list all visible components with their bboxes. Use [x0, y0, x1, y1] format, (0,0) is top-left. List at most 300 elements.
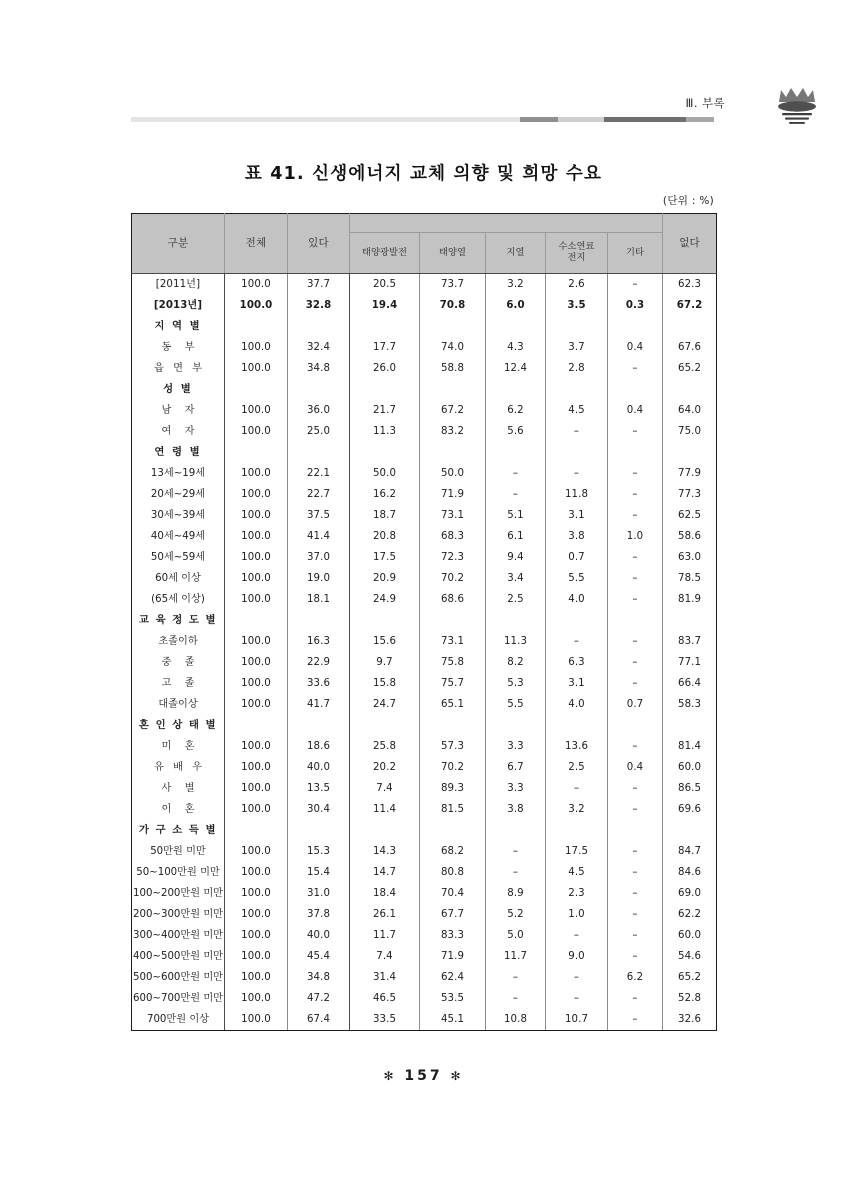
- cell-solar-thermal: 81.5: [420, 799, 486, 820]
- cell-none: [663, 316, 717, 337]
- cell-none: 58.3: [663, 694, 717, 715]
- table-row: [132, 610, 717, 631]
- cell-solar-pv: 26.0: [350, 358, 420, 379]
- cell-solar-thermal: 72.3: [420, 547, 486, 568]
- cell-etc: 0.3: [608, 295, 663, 316]
- cell-have: 31.0: [288, 883, 350, 904]
- cell-none: 64.0: [663, 400, 717, 421]
- row-label: 100~200만원 미만: [132, 883, 225, 904]
- section-label: Ⅲ. 부록: [685, 96, 725, 110]
- cell-total: 100.0: [225, 484, 288, 505]
- rule-segment-4: [686, 117, 714, 122]
- cell-hydrogen-fuelcell: 2.8: [546, 358, 608, 379]
- cell-solar-thermal: 83.2: [420, 421, 486, 442]
- cell-solar-thermal: [420, 715, 486, 736]
- cell-hydrogen-fuelcell: 9.0: [546, 946, 608, 967]
- cell-etc: –: [608, 358, 663, 379]
- cell-solar-pv: 11.4: [350, 799, 420, 820]
- cell-geothermal: 8.9: [486, 883, 546, 904]
- table-row: [132, 568, 717, 589]
- cell-geothermal: 3.3: [486, 778, 546, 799]
- cell-total: 100.0: [225, 1009, 288, 1031]
- table-row: [132, 841, 717, 862]
- cell-have: [288, 379, 350, 400]
- cell-have: 41.4: [288, 526, 350, 547]
- cell-none: 52.8: [663, 988, 717, 1009]
- table-row: [132, 358, 717, 379]
- cell-hydrogen-fuelcell: [546, 610, 608, 631]
- cell-solar-thermal: 68.2: [420, 841, 486, 862]
- cell-none: [663, 379, 717, 400]
- cell-solar-thermal: 80.8: [420, 862, 486, 883]
- cell-geothermal: 4.3: [486, 337, 546, 358]
- cell-solar-pv: 21.7: [350, 400, 420, 421]
- row-label: 고 졸: [132, 673, 225, 694]
- cell-hydrogen-fuelcell: –: [546, 778, 608, 799]
- cell-none: [663, 715, 717, 736]
- row-label: 미 혼: [132, 736, 225, 757]
- cell-have: [288, 820, 350, 841]
- cell-hydrogen-fuelcell: 11.8: [546, 484, 608, 505]
- table-row: [132, 778, 717, 799]
- cell-none: 60.0: [663, 925, 717, 946]
- cell-etc: –: [608, 778, 663, 799]
- footer-mark-left: ✻: [383, 1069, 397, 1083]
- cell-solar-thermal: [420, 442, 486, 463]
- cell-solar-thermal: 58.8: [420, 358, 486, 379]
- cell-solar-thermal: 68.6: [420, 589, 486, 610]
- table-row: [132, 337, 717, 358]
- rule-segment-1: [520, 117, 558, 122]
- hydrogen-line-2: 전지: [567, 252, 586, 263]
- row-label: 교 육 정 도 별: [132, 610, 225, 631]
- cell-total: [225, 379, 288, 400]
- cell-none: 62.2: [663, 904, 717, 925]
- cell-solar-pv: 24.7: [350, 694, 420, 715]
- cell-etc: –: [608, 1009, 663, 1031]
- cell-geothermal: –: [486, 988, 546, 1009]
- cell-etc: –: [608, 589, 663, 610]
- cell-geothermal: [486, 442, 546, 463]
- cell-etc: –: [608, 946, 663, 967]
- cell-total: 100.0: [225, 967, 288, 988]
- cell-none: 83.7: [663, 631, 717, 652]
- cell-total: 100.0: [225, 421, 288, 442]
- cell-etc: [608, 316, 663, 337]
- cell-have: 45.4: [288, 946, 350, 967]
- cell-none: [663, 820, 717, 841]
- cell-have: 13.5: [288, 778, 350, 799]
- cell-solar-thermal: 73.1: [420, 631, 486, 652]
- cell-solar-thermal: 89.3: [420, 778, 486, 799]
- cell-geothermal: 6.7: [486, 757, 546, 778]
- table-row: [132, 379, 717, 400]
- cell-geothermal: 5.5: [486, 694, 546, 715]
- cell-solar-pv: [350, 820, 420, 841]
- cell-solar-pv: [350, 715, 420, 736]
- cell-solar-thermal: 83.3: [420, 925, 486, 946]
- cell-hydrogen-fuelcell: 2.6: [546, 274, 608, 296]
- cell-none: [663, 610, 717, 631]
- cell-hydrogen-fuelcell: 4.5: [546, 862, 608, 883]
- cell-hydrogen-fuelcell: 3.1: [546, 505, 608, 526]
- cell-solar-pv: 11.3: [350, 421, 420, 442]
- footer-mark-right: ✻: [450, 1069, 464, 1083]
- table-row: [132, 925, 717, 946]
- page-title: 표 41. 신생에너지 교체 의향 및 희망 수요: [244, 164, 603, 184]
- cell-hydrogen-fuelcell: –: [546, 925, 608, 946]
- cell-etc: –: [608, 799, 663, 820]
- table-row: [132, 484, 717, 505]
- cell-have: 22.9: [288, 652, 350, 673]
- table-row: [132, 316, 717, 337]
- cell-etc: –: [608, 988, 663, 1009]
- cell-geothermal: 3.2: [486, 274, 546, 296]
- cell-none: 77.1: [663, 652, 717, 673]
- row-label: 초졸이하: [132, 631, 225, 652]
- cell-total: [225, 715, 288, 736]
- cell-none: 63.0: [663, 547, 717, 568]
- cell-solar-pv: 25.8: [350, 736, 420, 757]
- table-row: [132, 421, 717, 442]
- row-label: 30세~39세: [132, 505, 225, 526]
- cell-etc: 0.7: [608, 694, 663, 715]
- cell-none: 77.9: [663, 463, 717, 484]
- cell-total: 100.0: [225, 526, 288, 547]
- cell-have: 22.1: [288, 463, 350, 484]
- cell-solar-pv: 17.7: [350, 337, 420, 358]
- cell-hydrogen-fuelcell: –: [546, 988, 608, 1009]
- cell-total: 100.0: [225, 505, 288, 526]
- cell-none: 32.6: [663, 1009, 717, 1031]
- table-row: [132, 736, 717, 757]
- cell-etc: –: [608, 631, 663, 652]
- cell-solar-pv: 20.9: [350, 568, 420, 589]
- cell-solar-thermal: 75.8: [420, 652, 486, 673]
- cell-have: 18.6: [288, 736, 350, 757]
- cell-none: 86.5: [663, 778, 717, 799]
- table-row: [132, 442, 717, 463]
- cell-etc: –: [608, 568, 663, 589]
- cell-geothermal: 11.7: [486, 946, 546, 967]
- row-label: 50~100만원 미만: [132, 862, 225, 883]
- cell-none: 58.6: [663, 526, 717, 547]
- cell-hydrogen-fuelcell: 0.7: [546, 547, 608, 568]
- row-label: 이 혼: [132, 799, 225, 820]
- cell-geothermal: 6.2: [486, 400, 546, 421]
- table-row: [132, 862, 717, 883]
- cell-have: [288, 715, 350, 736]
- row-label: [2013년]: [132, 295, 225, 316]
- cell-total: 100.0: [225, 988, 288, 1009]
- cell-hydrogen-fuelcell: 3.7: [546, 337, 608, 358]
- table-row: [132, 652, 717, 673]
- cell-etc: –: [608, 841, 663, 862]
- cell-geothermal: 6.1: [486, 526, 546, 547]
- cell-have: 15.3: [288, 841, 350, 862]
- cell-have: 37.5: [288, 505, 350, 526]
- row-label: 13세~19세: [132, 463, 225, 484]
- row-label: 대졸이상: [132, 694, 225, 715]
- cell-etc: [608, 442, 663, 463]
- cell-solar-pv: 20.8: [350, 526, 420, 547]
- cell-solar-pv: [350, 610, 420, 631]
- cell-hydrogen-fuelcell: [546, 442, 608, 463]
- cell-solar-thermal: 71.9: [420, 484, 486, 505]
- cell-total: 100.0: [225, 274, 288, 296]
- row-label: 50세~59세: [132, 547, 225, 568]
- cell-none: 81.4: [663, 736, 717, 757]
- cell-etc: –: [608, 673, 663, 694]
- table-row: [132, 463, 717, 484]
- cell-hydrogen-fuelcell: 3.5: [546, 295, 608, 316]
- cell-none: 65.2: [663, 967, 717, 988]
- cell-hydrogen-fuelcell: 4.5: [546, 400, 608, 421]
- cell-etc: [608, 715, 663, 736]
- cell-have: 34.8: [288, 358, 350, 379]
- row-label: 성 별: [132, 379, 225, 400]
- cell-none: 66.4: [663, 673, 717, 694]
- table-row: [132, 589, 717, 610]
- cell-geothermal: –: [486, 463, 546, 484]
- row-label: 가 구 소 득 별: [132, 820, 225, 841]
- mountain-crest-logo-icon: [775, 86, 819, 128]
- cell-etc: 6.2: [608, 967, 663, 988]
- cell-total: 100.0: [225, 862, 288, 883]
- cell-have: 18.1: [288, 589, 350, 610]
- row-label: 50만원 미만: [132, 841, 225, 862]
- cell-hydrogen-fuelcell: 2.3: [546, 883, 608, 904]
- row-label: 읍 면 부: [132, 358, 225, 379]
- cell-have: 36.0: [288, 400, 350, 421]
- cell-have: 16.3: [288, 631, 350, 652]
- cell-solar-pv: 20.5: [350, 274, 420, 296]
- cell-solar-pv: 33.5: [350, 1009, 420, 1031]
- cell-have: [288, 442, 350, 463]
- cell-etc: [608, 610, 663, 631]
- cell-have: 34.8: [288, 967, 350, 988]
- row-label: 60세 이상: [132, 568, 225, 589]
- cell-solar-thermal: 70.2: [420, 568, 486, 589]
- cell-solar-pv: 16.2: [350, 484, 420, 505]
- row-label: 600~700만원 미만: [132, 988, 225, 1009]
- table-body: [132, 274, 717, 1031]
- cell-none: 69.6: [663, 799, 717, 820]
- cell-none: 84.7: [663, 841, 717, 862]
- cell-etc: [608, 379, 663, 400]
- cell-solar-thermal: 68.3: [420, 526, 486, 547]
- cell-hydrogen-fuelcell: 10.7: [546, 1009, 608, 1031]
- cell-none: 77.3: [663, 484, 717, 505]
- cell-hydrogen-fuelcell: –: [546, 421, 608, 442]
- cell-solar-pv: 14.7: [350, 862, 420, 883]
- column-header-hydrogen-fuelcell: [546, 233, 608, 274]
- cell-geothermal: [486, 820, 546, 841]
- cell-hydrogen-fuelcell: 3.2: [546, 799, 608, 820]
- table-row: [132, 694, 717, 715]
- cell-etc: –: [608, 883, 663, 904]
- cell-none: 67.6: [663, 337, 717, 358]
- row-label: 700만원 이상: [132, 1009, 225, 1031]
- cell-etc: –: [608, 505, 663, 526]
- cell-geothermal: 6.0: [486, 295, 546, 316]
- column-header-solar-thermal: 태양열: [420, 233, 486, 274]
- cell-total: 100.0: [225, 736, 288, 757]
- cell-solar-thermal: 70.8: [420, 295, 486, 316]
- cell-etc: 0.4: [608, 400, 663, 421]
- cell-solar-thermal: 73.7: [420, 274, 486, 296]
- column-header-have: 있다: [288, 214, 350, 274]
- page-footer: [0, 1068, 847, 1084]
- table-header-row-1: [132, 214, 717, 233]
- cell-none: 69.0: [663, 883, 717, 904]
- cell-have: 15.4: [288, 862, 350, 883]
- cell-hydrogen-fuelcell: –: [546, 463, 608, 484]
- cell-have: 19.0: [288, 568, 350, 589]
- column-header-none: 없다: [663, 214, 717, 274]
- hydrogen-line-1: 수소연료: [558, 241, 595, 253]
- header-decorative-rule: [131, 117, 714, 122]
- cell-geothermal: [486, 715, 546, 736]
- table-row: [132, 988, 717, 1009]
- row-label: 40세~49세: [132, 526, 225, 547]
- cell-solar-pv: 7.4: [350, 946, 420, 967]
- rule-segment-2: [558, 117, 604, 122]
- cell-none: 81.9: [663, 589, 717, 610]
- cell-solar-pv: 20.2: [350, 757, 420, 778]
- cell-hydrogen-fuelcell: 4.0: [546, 589, 608, 610]
- table-row: [132, 883, 717, 904]
- cell-geothermal: 5.2: [486, 904, 546, 925]
- cell-solar-pv: 31.4: [350, 967, 420, 988]
- table-head: [132, 214, 717, 274]
- cell-etc: 1.0: [608, 526, 663, 547]
- table-row: [132, 904, 717, 925]
- cell-hydrogen-fuelcell: –: [546, 967, 608, 988]
- table-row: [132, 526, 717, 547]
- cell-total: 100.0: [225, 904, 288, 925]
- cell-hydrogen-fuelcell: 4.0: [546, 694, 608, 715]
- cell-have: 41.7: [288, 694, 350, 715]
- page-header: [0, 0, 847, 135]
- page-number: 157: [404, 1068, 443, 1084]
- cell-solar-thermal: 53.5: [420, 988, 486, 1009]
- cell-geothermal: 10.8: [486, 1009, 546, 1031]
- cell-have: 67.4: [288, 1009, 350, 1031]
- row-label: 300~400만원 미만: [132, 925, 225, 946]
- cell-none: 60.0: [663, 757, 717, 778]
- cell-solar-thermal: 70.4: [420, 883, 486, 904]
- cell-geothermal: 5.1: [486, 505, 546, 526]
- cell-solar-thermal: 62.4: [420, 967, 486, 988]
- cell-have: 32.4: [288, 337, 350, 358]
- table-row: [132, 505, 717, 526]
- cell-solar-thermal: 75.7: [420, 673, 486, 694]
- cell-solar-pv: 14.3: [350, 841, 420, 862]
- cell-none: 75.0: [663, 421, 717, 442]
- cell-solar-thermal: 57.3: [420, 736, 486, 757]
- cell-geothermal: [486, 379, 546, 400]
- cell-have: 40.0: [288, 925, 350, 946]
- cell-solar-pv: 46.5: [350, 988, 420, 1009]
- cell-have: 37.0: [288, 547, 350, 568]
- cell-none: 54.6: [663, 946, 717, 967]
- row-label: 500~600만원 미만: [132, 967, 225, 988]
- table-row: [132, 547, 717, 568]
- cell-solar-thermal: 65.1: [420, 694, 486, 715]
- cell-solar-pv: 18.4: [350, 883, 420, 904]
- cell-hydrogen-fuelcell: [546, 316, 608, 337]
- cell-hydrogen-fuelcell: [546, 379, 608, 400]
- cell-geothermal: 3.4: [486, 568, 546, 589]
- cell-hydrogen-fuelcell: 5.5: [546, 568, 608, 589]
- cell-total: 100.0: [225, 841, 288, 862]
- statistics-table: [131, 213, 717, 1031]
- cell-total: 100.0: [225, 295, 288, 316]
- cell-solar-thermal: 74.0: [420, 337, 486, 358]
- cell-etc: –: [608, 463, 663, 484]
- cell-have: 33.6: [288, 673, 350, 694]
- cell-geothermal: 8.2: [486, 652, 546, 673]
- cell-solar-thermal: 71.9: [420, 946, 486, 967]
- cell-total: 100.0: [225, 358, 288, 379]
- cell-total: 100.0: [225, 631, 288, 652]
- cell-have: 30.4: [288, 799, 350, 820]
- cell-geothermal: –: [486, 862, 546, 883]
- table-row: [132, 400, 717, 421]
- table-row: [132, 757, 717, 778]
- cell-geothermal: –: [486, 484, 546, 505]
- row-label: 사 별: [132, 778, 225, 799]
- cell-total: 100.0: [225, 400, 288, 421]
- cell-none: 62.3: [663, 274, 717, 296]
- cell-solar-pv: 50.0: [350, 463, 420, 484]
- cell-hydrogen-fuelcell: 2.5: [546, 757, 608, 778]
- column-header-category: 구분: [132, 214, 225, 274]
- column-header-etc: 기타: [608, 233, 663, 274]
- cell-solar-pv: 17.5: [350, 547, 420, 568]
- cell-total: [225, 316, 288, 337]
- row-label: 20세~29세: [132, 484, 225, 505]
- cell-solar-thermal: [420, 379, 486, 400]
- cell-solar-thermal: [420, 610, 486, 631]
- cell-solar-thermal: 70.2: [420, 757, 486, 778]
- cell-none: 65.2: [663, 358, 717, 379]
- cell-geothermal: 2.5: [486, 589, 546, 610]
- cell-have: 37.7: [288, 274, 350, 296]
- cell-geothermal: 11.3: [486, 631, 546, 652]
- cell-none: [663, 442, 717, 463]
- cell-etc: –: [608, 736, 663, 757]
- cell-etc: –: [608, 904, 663, 925]
- unit-note: (단위 : %): [662, 195, 714, 207]
- cell-total: 100.0: [225, 883, 288, 904]
- cell-total: 100.0: [225, 694, 288, 715]
- cell-solar-pv: 26.1: [350, 904, 420, 925]
- cell-solar-pv: 19.4: [350, 295, 420, 316]
- cell-geothermal: 9.4: [486, 547, 546, 568]
- cell-have: 25.0: [288, 421, 350, 442]
- cell-total: 100.0: [225, 568, 288, 589]
- table-row: [132, 820, 717, 841]
- cell-solar-thermal: 67.2: [420, 400, 486, 421]
- row-label: (65세 이상): [132, 589, 225, 610]
- table-row: [132, 631, 717, 652]
- table-row: [132, 274, 717, 296]
- row-label: 연 령 별: [132, 442, 225, 463]
- cell-etc: 0.4: [608, 337, 663, 358]
- cell-hydrogen-fuelcell: 3.1: [546, 673, 608, 694]
